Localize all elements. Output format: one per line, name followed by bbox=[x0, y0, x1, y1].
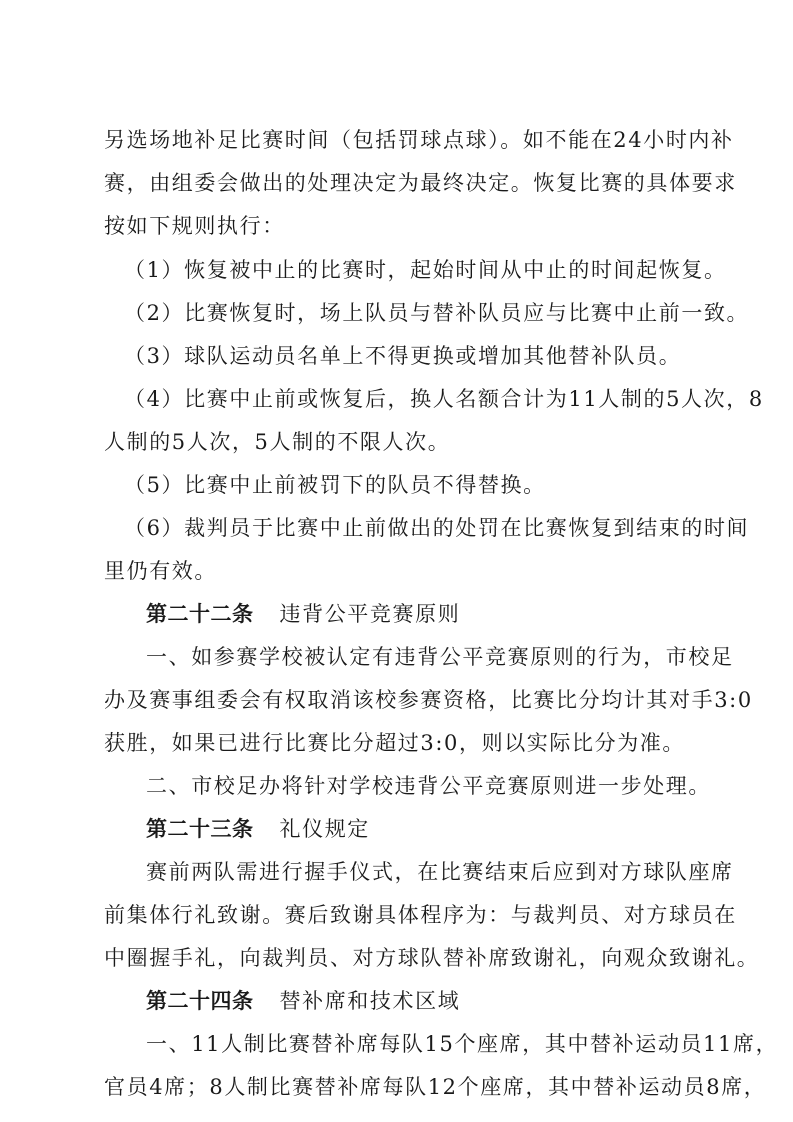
rule-item-5: （5）比赛中止前被罚下的队员不得替换。 bbox=[124, 473, 546, 497]
paragraph-line: 里仍有效。 bbox=[104, 559, 217, 583]
paragraph-line: 办及赛事组委会有权取消该校参赛资格，比赛比分均计其对手3:0 bbox=[104, 688, 753, 712]
article-heading-24 bbox=[146, 987, 460, 1015]
paragraph-line: 人制的5人次，5人制的不限人次。 bbox=[104, 430, 451, 454]
rule-item-6: （6）裁判员于比赛中止前做出的处罚在比赛恢复到结束的时间 bbox=[124, 516, 750, 540]
paragraph-line: 前集体行礼致谢。赛后致谢具体程序为：与裁判员、对方球员在 bbox=[104, 903, 737, 927]
article-title: 违背公平竞赛原则 bbox=[279, 602, 461, 626]
paragraph-line: 获胜，如果已进行比赛比分超过3:0，则以实际比分为准。 bbox=[104, 731, 685, 755]
rule-item-4: （4）比赛中止前或恢复后，换人名额合计为11人制的5人次，8 bbox=[124, 387, 764, 411]
paragraph-line: 赛，由组委会做出的处理决定为最终决定。恢复比赛的具体要求 bbox=[104, 171, 737, 195]
paragraph-line: 赛前两队需进行握手仪式，在比赛结束后应到对方球队座席 bbox=[146, 860, 734, 884]
article-number: 第二十四条 bbox=[146, 989, 254, 1013]
article-number: 第二十二条 bbox=[146, 602, 254, 626]
rule-item-1: （1）恢复被中止的比赛时，起始时间从中止的时间起恢复。 bbox=[124, 258, 727, 282]
paragraph-line: 另选场地补足比赛时间（包括罚球点球）。如不能在24小时内补 bbox=[104, 128, 734, 152]
paragraph-line: 按如下规则执行： bbox=[104, 214, 285, 238]
paragraph-line: 一、11人制比赛替补席每队15个座席，其中替补运动员11席， bbox=[146, 1032, 779, 1056]
paragraph-line: 一、如参赛学校被认定有违背公平竞赛原则的行为，市校足 bbox=[146, 645, 734, 669]
article-number: 第二十三条 bbox=[146, 817, 254, 841]
article-title: 替补席和技术区域 bbox=[279, 989, 461, 1013]
rule-item-3: （3）球队运动员名单上不得更换或增加其他替补队员。 bbox=[124, 344, 682, 368]
paragraph-line: 官员4席；8人制比赛替补席每队12个座席，其中替补运动员8席， bbox=[104, 1075, 767, 1099]
paragraph-line: 中圈握手礼，向裁判员、对方球队替补席致谢礼，向观众致谢礼。 bbox=[104, 946, 760, 970]
article-heading-23 bbox=[146, 815, 370, 843]
rule-item-2: （2）比赛恢复时，场上队员与替补队员应与比赛中止前一致。 bbox=[124, 301, 750, 325]
paragraph-line: 二、市校足办将针对学校违背公平竞赛原则进一步处理。 bbox=[146, 774, 711, 798]
article-heading-22 bbox=[146, 600, 460, 628]
article-title: 礼仪规定 bbox=[279, 817, 370, 841]
